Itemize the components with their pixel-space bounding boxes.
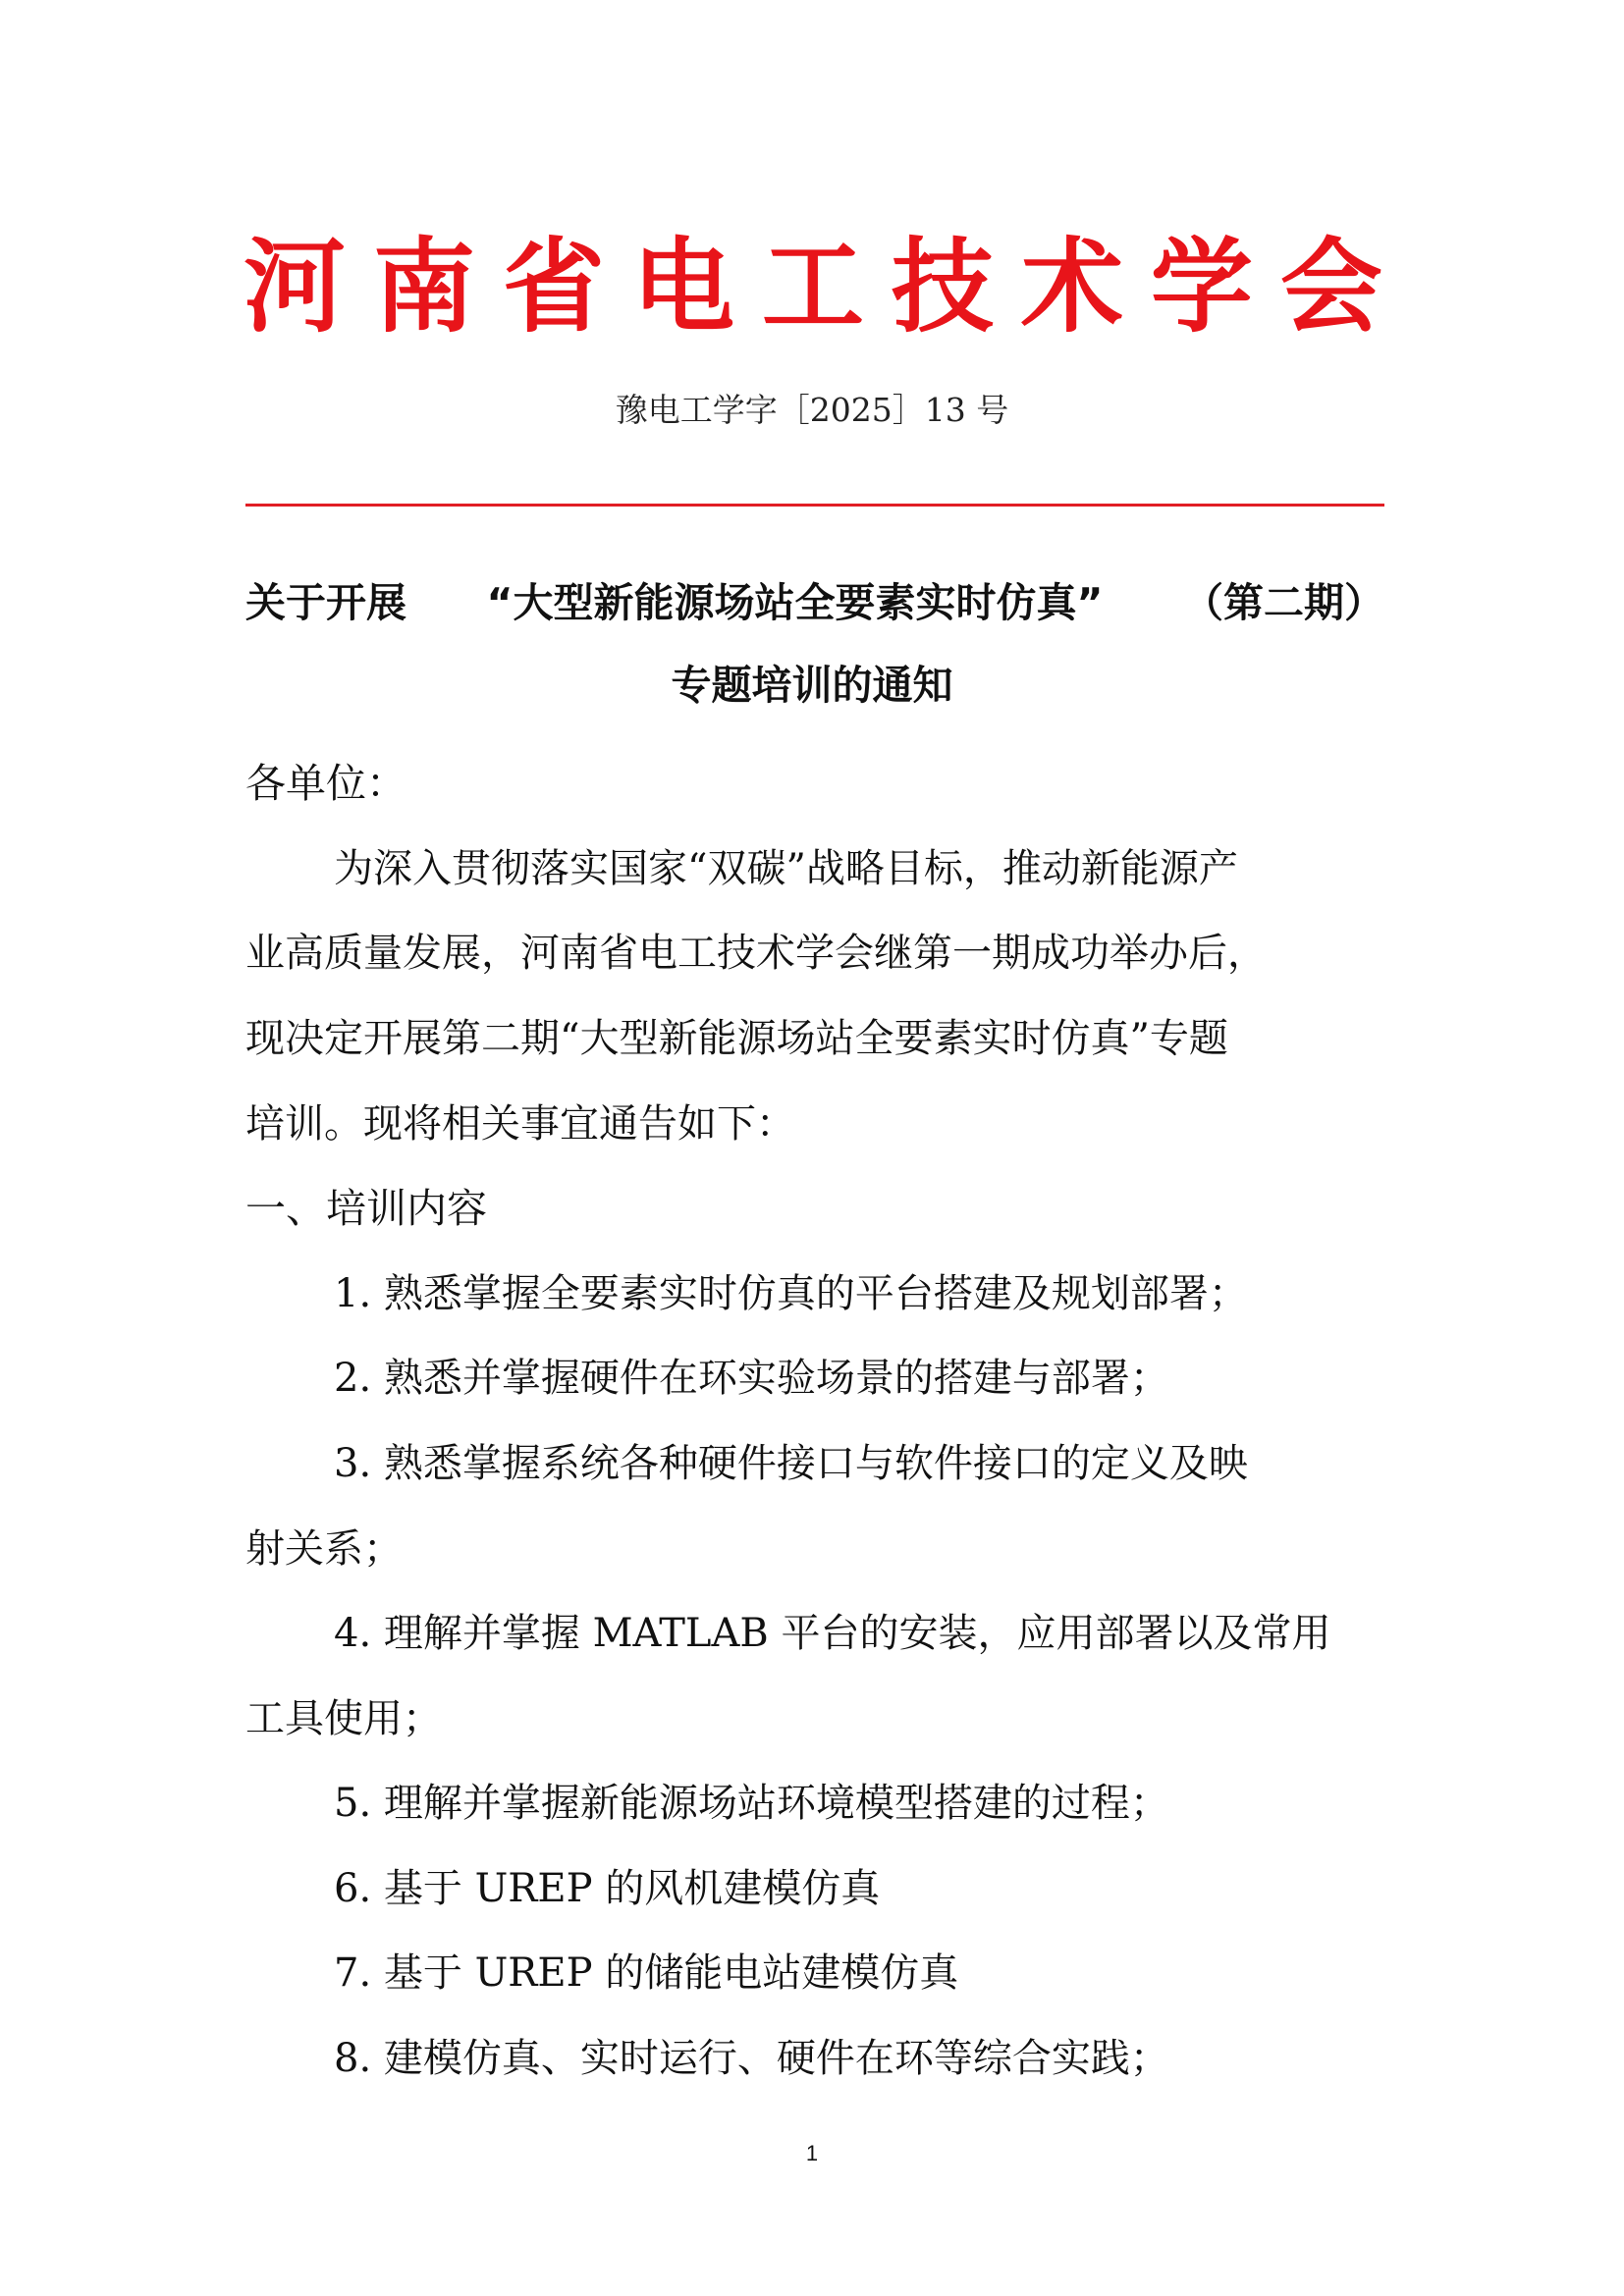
salutation: 各单位： — [245, 760, 406, 807]
intro-line: 培训。现将相关事宜通告如下： — [245, 1101, 795, 1147]
org-name-char: 工 — [761, 227, 864, 347]
notice-title-line-1 — [245, 573, 1384, 632]
list-item: 7. 基于 UREP 的储能电站建模仿真 — [334, 1950, 959, 1996]
page-number: 1 — [805, 2141, 819, 2165]
org-name-char: 省 — [502, 227, 605, 347]
list-item: 4. 理解并掌握 MATLAB 平台的安装，应用部署以及常用 — [334, 1611, 1331, 1656]
org-name-char: 学 — [1150, 227, 1253, 347]
list-item: 3. 熟悉掌握系统各种硬件接口与软件接口的定义及映 — [334, 1441, 1248, 1486]
section-heading: 一、培训内容 — [245, 1185, 487, 1232]
list-item: 6. 基于 UREP 的风机建模仿真 — [334, 1866, 881, 1911]
org-name-char: 河 — [244, 227, 347, 347]
notice-title-line-2: 专题培训的通知 — [671, 662, 953, 709]
red-divider — [245, 504, 1384, 507]
title-part: （第二期） — [1183, 579, 1384, 626]
intro-line: 业高质量发展，河南省电工技术学会继第一期成功举办后， — [245, 931, 1267, 976]
document-number: 豫电工学字［2025］13 号 — [615, 391, 1009, 429]
org-name-char: 术 — [1020, 227, 1123, 347]
list-item: 5. 理解并掌握新能源场站环境模型搭建的过程； — [334, 1781, 1169, 1826]
org-name-char: 技 — [891, 227, 994, 347]
list-item: 8. 建模仿真、实时运行、硬件在环等综合实践； — [334, 2036, 1169, 2081]
organization-name — [244, 228, 1382, 346]
list-item: 2. 熟悉并掌握硬件在环实验场景的搭建与部署； — [334, 1356, 1169, 1401]
list-item-continuation: 工具使用； — [245, 1696, 442, 1741]
list-item-continuation: 射关系； — [245, 1526, 403, 1572]
org-name-char: 电 — [631, 227, 734, 347]
intro-line: 为深入贯彻落实国家“双碳”战略目标，推动新能源产 — [334, 846, 1238, 891]
org-name-char: 南 — [372, 227, 475, 347]
list-item: 1. 熟悉掌握全要素实时仿真的平台搭建及规划部署； — [334, 1271, 1248, 1316]
title-part: 关于开展 — [245, 579, 406, 626]
org-name-char: 会 — [1279, 227, 1382, 347]
intro-line: 现决定开展第二期“大型新能源场站全要素实时仿真”专题 — [245, 1016, 1228, 1061]
title-part: “大型新能源场站全要素实时仿真” — [486, 579, 1104, 626]
